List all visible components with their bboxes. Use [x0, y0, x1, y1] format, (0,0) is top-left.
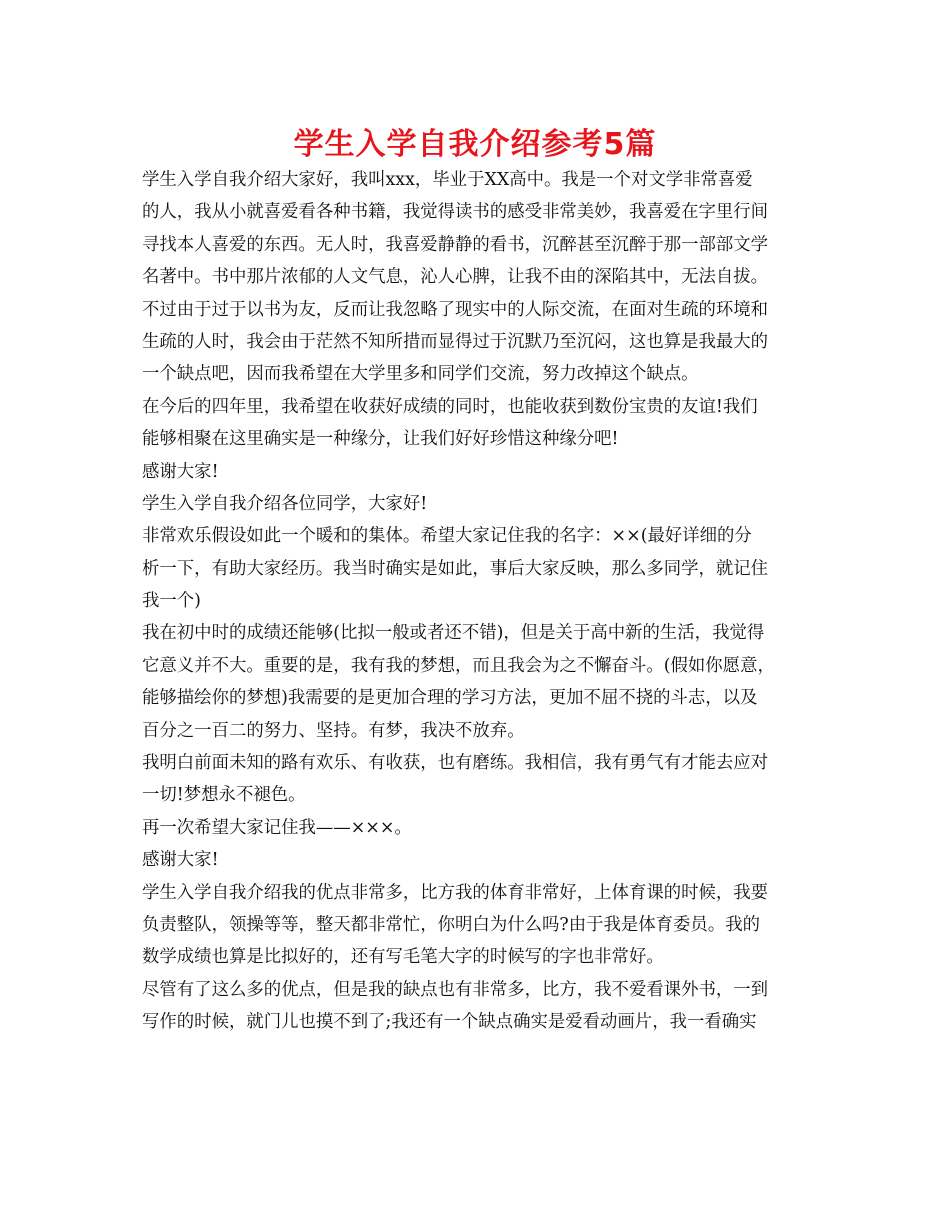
paragraph [142, 974, 822, 1039]
paragraph [142, 747, 822, 812]
paragraph [142, 812, 822, 844]
text-line: 的人，我从小就喜爱看各种书籍，我觉得读书的感受非常美妙，我喜爱在字里行间 [142, 202, 769, 223]
paragraph [142, 520, 822, 617]
text-line: 名著中。书中那片浓郁的人文气息，沁人心脾，让我不由的深陷其中，无法自拔。 [142, 267, 769, 288]
text-line: 能够相聚在这里确实是一种缘分，让我们好好珍惜这种缘分吧! [142, 429, 619, 450]
text-line: 析一下，有助大家经历。我当时确实是如此，事后大家反映，那么多同学，就记住 [142, 558, 769, 579]
text-line: 学生入学自我介绍各位同学，大家好! [142, 493, 428, 514]
text-line: 学生入学自我介绍我的优点非常多，比方我的体育非常好，上体育课的时候，我要 [142, 882, 769, 903]
text-line: 我在初中时的成绩还能够(比拟一般或者还不错)，但是关于高中新的生活，我觉得 [142, 623, 765, 644]
paragraph [142, 488, 822, 520]
document-body [142, 164, 822, 1039]
text-line: 寻找本人喜爱的东西。无人时，我喜爱静静的看书，沉醉甚至沉醉于那一部部文学 [142, 234, 769, 255]
text-line: 再一次希望大家记住我——×××。 [142, 817, 412, 838]
paragraph [142, 391, 822, 456]
text-line: 感谢大家! [142, 850, 219, 871]
text-line: 数学成绩也算是比拟好的，还有写毛笔大字的时候写的字也非常好。 [142, 947, 664, 968]
text-line: 生疏的人时，我会由于茫然不知所措而显得过于沉默乃至沉闷，这也算是我最大的 [142, 331, 769, 352]
text-line: 我一个) [142, 591, 201, 612]
paragraph [142, 456, 822, 488]
paragraph [142, 617, 822, 747]
text-line: 百分之一百二的努力、坚持。有梦，我决不放弃。 [142, 720, 525, 741]
paragraph [142, 877, 822, 974]
paragraph [142, 844, 822, 876]
text-line: 写作的时候，就门儿也摸不到了;我还有一个缺点确实是爱看动画片，我一看确实 [142, 1012, 757, 1033]
text-line: 尽管有了这么多的优点，但是我的缺点也有非常多，比方，我不爱看课外书，一到 [142, 979, 769, 1000]
paragraph [142, 164, 822, 391]
text-line: 不过由于过于以书为友，反而让我忽略了现实中的人际交流，在面对生疏的环境和 [142, 299, 769, 320]
text-line: 负责整队，领操等等，整天都非常忙，你明白为什么吗?由于我是体育委员。我的 [142, 914, 760, 935]
text-line: 能够描绘你的梦想)我需要的是更加合理的学习方法，更加不屈不挠的斗志，以及 [142, 688, 758, 709]
text-line: 在今后的四年里，我希望在收获好成绩的同时，也能收获到数份宝贵的友谊!我们 [142, 396, 758, 417]
text-line: 我明白前面未知的路有欢乐、有收获，也有磨练。我相信，我有勇气有才能去应对 [142, 753, 769, 774]
text-line: 它意义并不大。重要的是，我有我的梦想，而且我会为之不懈奋斗。(假如你愿意， [142, 655, 775, 676]
text-line: 非常欢乐假设如此一个暖和的集体。希望大家记住我的名字：××(最好详细的分 [142, 526, 752, 547]
text-line: 一切!梦想永不褪色。 [142, 785, 306, 806]
document-title: 学生入学自我介绍参考5篇 [293, 127, 657, 162]
text-line: 感谢大家! [142, 461, 219, 482]
text-line: 一个缺点吧，因而我希望在大学里多和同学们交流，努力改掉这个缺点。 [142, 364, 699, 385]
text-line: 学生入学自我介绍大家好，我叫xxx，毕业于XX高中。我是一个对文学非常喜爱 [142, 170, 753, 190]
